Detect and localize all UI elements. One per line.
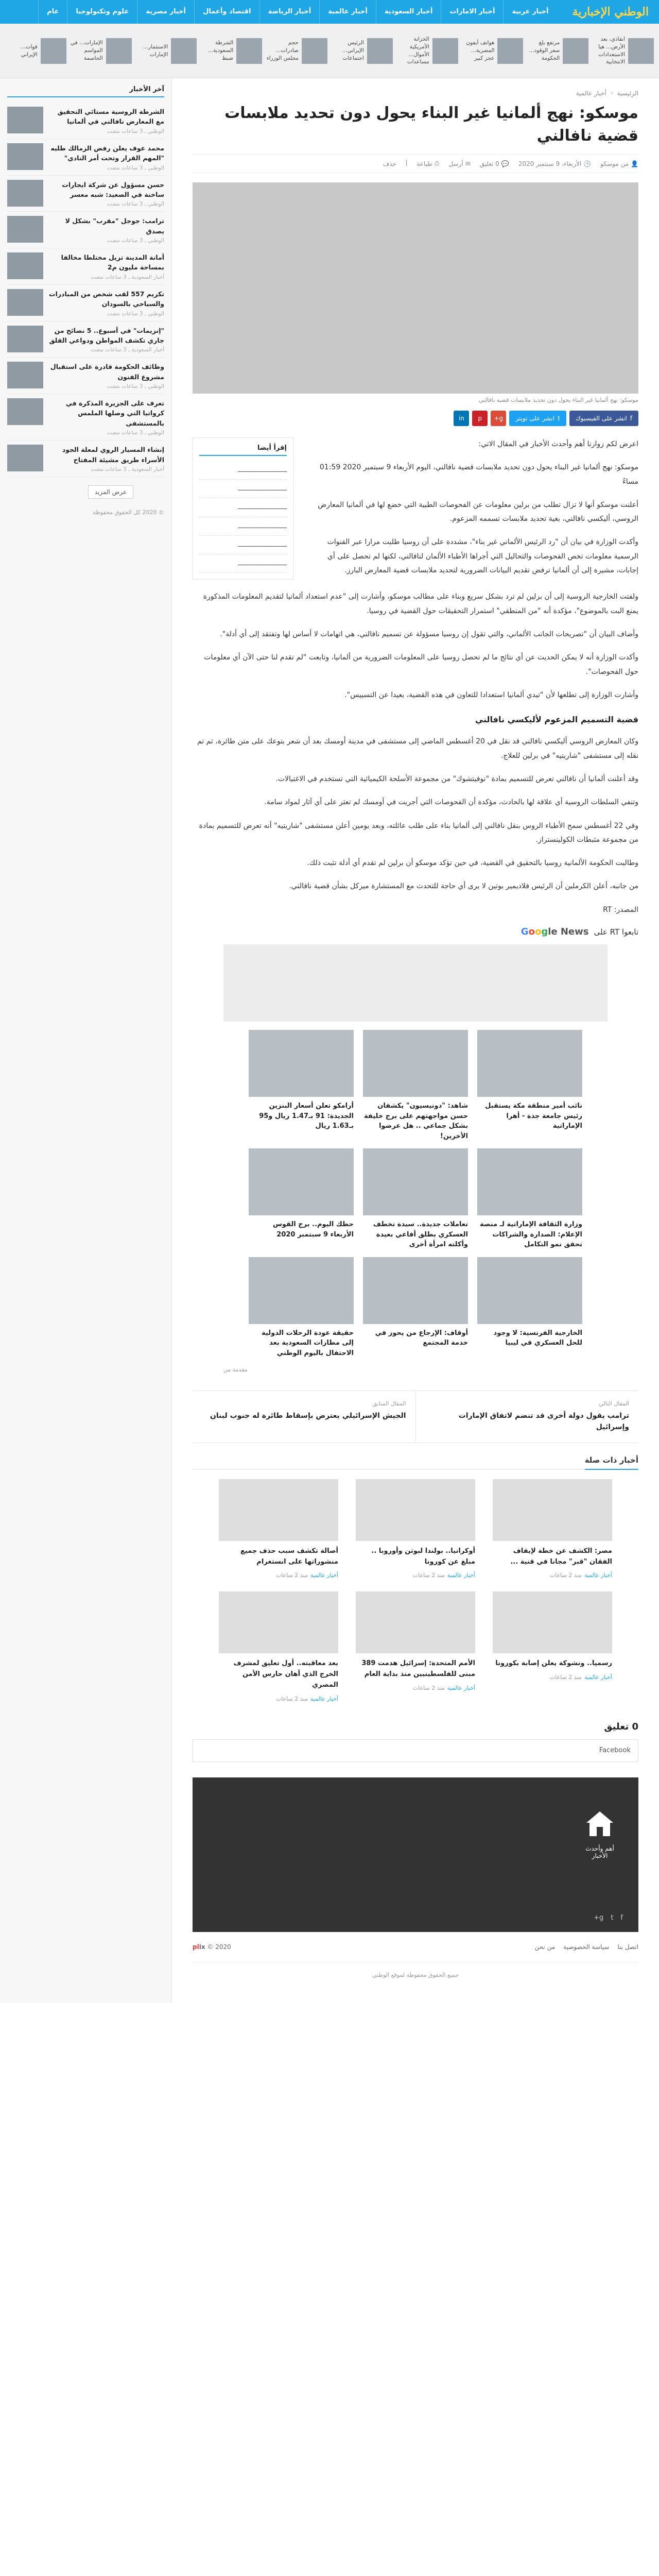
sidebar-news-body — [48, 362, 164, 389]
facebook-comments-tab[interactable] — [193, 1739, 638, 1762]
footer-social-icon[interactable]: f — [620, 1913, 623, 1922]
promo-card[interactable] — [249, 1148, 354, 1250]
prev-next-nav — [193, 1391, 638, 1443]
nav-item[interactable]: أخبار عالمية — [319, 0, 376, 24]
read-also-item[interactable]: ـــــــــــــــــــــــــــ — [199, 536, 287, 554]
sidebar-news-title: "إنزيمات" في أسبوع.. 5 نصائح من جاري تكشف المواطن ودواعي القلق — [49, 326, 164, 344]
sidebar-news-meta: الوطني ـ 3 ساعات مضت — [107, 128, 164, 134]
image-caption: موسكو: نهج ألمانيا غير البناء يحول دون تحديد ملابسات قضية نافالني — [479, 397, 638, 403]
facebook-share-label: انشر على الفيسبوك — [575, 415, 627, 422]
article-subheading: قضية التسميم المزعوم لأليكسي نافالني — [475, 715, 638, 725]
article-meta — [193, 154, 638, 173]
sidebar-news-meta: الوطني ـ 3 ساعات مضت — [107, 430, 164, 436]
footer-social-icon[interactable]: t — [611, 1913, 614, 1922]
promo-title: تعاملات جديدة.. سيدة تخطف العسكري بطلق أفاعي بعيدة وأكلته امرأة أخرى — [373, 1221, 468, 1249]
read-also-box — [193, 437, 293, 580]
gn-letter: g — [541, 926, 548, 938]
footer-logo[interactable] — [577, 1808, 623, 1859]
comment-icon: 💬 — [501, 160, 509, 167]
breadcrumb-category[interactable]: أخبار عالمية — [576, 90, 606, 97]
related-heading-text: أخبار ذات صلة — [585, 1455, 638, 1470]
load-more-button[interactable]: عرض المزيد — [88, 485, 133, 499]
related-image — [219, 1591, 338, 1653]
related-image — [493, 1591, 612, 1653]
sidebar-news-title: ترامب: جوجل "مقرب" بشكل لا يصدق — [65, 217, 164, 235]
footer-link[interactable]: اتصل بنا — [617, 1943, 638, 1951]
related-category[interactable]: أخبار عالمية — [447, 1572, 475, 1579]
footer-copyright: جميع الحقوق محفوظة لموقع الوطني — [372, 1971, 459, 1978]
read-also-item[interactable]: ـــــــــــــــــــــــــــ — [199, 517, 287, 536]
footer-brand: plix © 2020 — [193, 1943, 231, 1951]
sidebar-news-body — [48, 252, 164, 280]
strip-news-title: هواتف أيفون المصرية... عجز كبير — [466, 40, 495, 61]
related-date: منذ 2 ساعات — [412, 1684, 445, 1691]
breadcrumb — [193, 90, 638, 97]
footer-links — [535, 1943, 638, 1951]
sidebar — [0, 78, 172, 2003]
promo-title: أوقاف: الإرجاع من يحوز في خدمة المجتمع — [375, 1329, 468, 1347]
sidebar-news-body — [48, 289, 164, 317]
related-title: مصر: الكشف عن خطة لإيقاف الفقان "قبر" مجانا في قنية ... — [510, 1547, 612, 1566]
strip-news-title: مرتفع بلغ سعر الوقود... الحكومة — [529, 40, 560, 61]
breadcrumb-separator: › — [610, 90, 613, 97]
top-navigation — [0, 0, 659, 24]
sidebar-news-item[interactable] — [7, 358, 164, 394]
related-date: منذ 2 ساعات — [275, 1695, 308, 1702]
article-body — [193, 590, 638, 917]
sidebar-news-body — [48, 326, 164, 353]
advertisement[interactable] — [223, 944, 608, 1022]
strip-thumbnail — [236, 38, 262, 64]
related-card[interactable] — [219, 1591, 338, 1702]
related-category[interactable]: أخبار عالمية — [310, 1572, 338, 1579]
strip-news-item[interactable] — [266, 38, 327, 64]
pinterest-icon: p — [478, 415, 482, 422]
sidebar-news-thumbnail — [7, 252, 43, 279]
promo-grid — [193, 1030, 638, 1358]
font-size-text: أ — [405, 160, 408, 167]
strip-news-item[interactable] — [136, 38, 197, 64]
promo-card[interactable] — [363, 1030, 468, 1141]
related-title: بعد معاقبته.. أول تعليق لمشرف الخرج الذي أهان حارس الأمن المصري — [233, 1659, 338, 1689]
related-category[interactable]: أخبار عالمية — [584, 1572, 612, 1579]
print-link[interactable] — [417, 160, 439, 167]
sidebar-news-thumbnail — [7, 143, 43, 170]
delete-text: حذف — [383, 160, 396, 167]
strip-thumbnail — [302, 38, 327, 64]
related-image — [493, 1479, 612, 1541]
twitter-share-button[interactable] — [509, 411, 566, 426]
strip-news-item[interactable] — [5, 38, 66, 64]
logo-accent: الإخبارية — [572, 5, 611, 19]
sidebar-news-meta: الوطني ـ 3 ساعات مضت — [107, 201, 164, 208]
strip-thumbnail — [367, 38, 393, 64]
strip-news-item[interactable] — [201, 38, 262, 64]
strip-thumbnail — [563, 38, 588, 64]
font-size-link[interactable] — [406, 160, 407, 167]
promo-image — [249, 1148, 354, 1215]
nav-item[interactable]: علوم وتكنولوجيا — [67, 0, 137, 24]
promo-image — [249, 1030, 354, 1097]
sidebar-news-meta: الوطني ـ 3 ساعات مضت — [107, 383, 164, 389]
strip-news-title: حجم صادرات... مجلس الوزراء — [266, 40, 299, 61]
related-image — [356, 1479, 475, 1541]
strip-news-title: الإمارات... في المواسم الحاسمة — [70, 40, 103, 61]
strip-news-title: الرئيس الإيراني... اجتماعات — [342, 40, 364, 61]
promo-image — [249, 1257, 354, 1324]
sidebar-news-thumbnail — [7, 398, 43, 425]
read-also-item[interactable]: ـــــــــــــــــــــــــــ — [199, 498, 287, 517]
print-text: طباعة — [417, 160, 432, 167]
comments-heading: 0 تعليق — [604, 1721, 638, 1732]
article-paragraph: أعلنت موسكو أنها لا تزال تطلب من برلين معلومات عن الفحوصات الطبية التي خضع لها في ألمانيا المعارض الروسي، أليكسي نافالني، بغية تحديد ملابسات تسممه المزعوم. — [318, 500, 638, 523]
site-footer — [193, 1777, 638, 1932]
nav-item[interactable]: أخبار مصرية — [137, 0, 194, 24]
sidebar-news-meta: الوطني ـ 3 ساعات مضت — [107, 310, 164, 317]
article-paragraph: وقد أعلنت ألمانيا أن نافالني تعرض للتسميم بمادة "نوفيتشوك" من مجموعة الأسلحة الكيميائية التي تستخدم في الاغتيالات. — [275, 774, 638, 783]
nav-item[interactable]: أخبار السعودية — [376, 0, 441, 24]
related-image — [219, 1479, 338, 1541]
article-intro — [306, 437, 638, 587]
promo-card[interactable] — [477, 1257, 582, 1359]
date-text: الأربعاء، 9 سبتمبر 2020 — [518, 160, 582, 167]
sidebar-news-thumbnail — [7, 362, 43, 388]
comments-section — [193, 1721, 638, 1762]
related-date: منذ 2 ساعات — [549, 1674, 582, 1681]
date — [518, 160, 591, 167]
send-link[interactable] — [448, 160, 470, 167]
author-name: من موسكو — [600, 160, 629, 167]
sidebar-news-item[interactable] — [7, 212, 164, 248]
linkedin-share-button[interactable] — [454, 411, 469, 426]
promo-image — [363, 1257, 468, 1324]
gn-letter: o — [534, 926, 542, 938]
strip-thumbnail — [497, 38, 523, 64]
sidebar-news-title: وظائف الحكومة قادرة على استقبال مشروع الفنون — [50, 363, 164, 381]
sidebar-news-body — [48, 143, 164, 171]
sidebar-news-meta: أخبار السعودية ـ 3 ساعات مضت — [91, 466, 164, 472]
article-paragraph: اعرض لكم زوارنا أهم وأحدث الأخبار في المقال الاتي: — [478, 440, 638, 448]
footer-link[interactable]: سياسة الخصوصية — [563, 1943, 610, 1951]
share-bar — [193, 411, 638, 426]
promo-image — [477, 1030, 582, 1097]
strip-thumbnail — [171, 38, 197, 64]
prev-article-link[interactable] — [193, 1391, 416, 1443]
sidebar-news-item[interactable] — [7, 394, 164, 440]
sidebar-news-body — [48, 216, 164, 244]
google-news-logo — [521, 926, 589, 937]
linkedin-icon: in — [458, 415, 464, 422]
footer-social — [594, 1914, 623, 1922]
footer-link[interactable]: من نحن — [534, 1943, 556, 1951]
sidebar-news-item[interactable] — [7, 248, 164, 285]
footer-tagline: أهم وأحدث الأخبار — [585, 1844, 614, 1859]
read-also-item[interactable]: ـــــــــــــــــــــــــــ — [199, 554, 287, 573]
sidebar-news-meta: الوطني ـ 3 ساعات مضت — [107, 164, 164, 171]
sidebar-news-thumbnail — [7, 289, 43, 316]
strip-thumbnail — [628, 38, 654, 64]
article-paragraph: وتنفي السلطات الروسية أي علاقة لها بالحادث، مؤكدة أن الفحوصات التي أجريت في أومسك لم تعثر على أي آثار لمواد سامة. — [264, 798, 638, 807]
promo-title: وزارة الثقافة الإماراتية لـ منصة الإعلام: الصدارة والشراكات تحقق نمو التكامل — [479, 1221, 582, 1249]
prev-label: المقال السابق — [372, 1400, 406, 1408]
article-title: موسكو: نهج ألمانيا غير البناء يحول دون تحديد ملابسات قضية نافالني — [224, 104, 638, 145]
sidebar-news-thumbnail — [7, 180, 43, 207]
sidebar-news-title: الشرطة الروسية مستائي التحقيق مع المعارض نافالني في ألمانيا — [57, 108, 164, 126]
house-logo-icon — [584, 1808, 615, 1839]
nav-item[interactable]: أخبار عربية — [503, 0, 557, 24]
article-paragraph: وطالبت الحكومة الألمانية روسيا بالتحقيق في القضية، في حين تؤكد موسكو أن برلين لم تقدم أي أدلة تثبت ذلك. — [307, 859, 638, 868]
promo-card[interactable] — [363, 1257, 468, 1359]
sidebar-news-title: إنشاء المسيار الروي لمعلة الجود الأسراء طريق مشيئة المفتاح — [62, 446, 164, 464]
article-paragraph: وأشارت الوزارة إلى تطلعها لأن "تبدي ألمانيا استعدادا للتعاون في هذه القضية، بعيدا عن التسييس". — [344, 690, 638, 699]
prev-title: الجيش الإسرائيلي يعترض بإسقاط طائرة له جنوب لبنان — [210, 1412, 406, 1420]
comments-text: 0 تعليق — [479, 160, 499, 167]
strip-news-title: انقاذي، بعد الأرض... هيا الاستعدادات الانتخابية — [598, 36, 625, 65]
article-paragraph: وأضاف البيان أن "تصريحات الجانب الألماني، والتي تقول إن روسيا مسؤولة عن تسميم نافالني، هي اتهامات لا أساس لها وتفتقد إلى أي أدلة". — [220, 630, 638, 638]
related-category[interactable]: أخبار عالمية — [584, 1674, 612, 1681]
related-card[interactable] — [219, 1479, 338, 1580]
promo-image — [363, 1030, 468, 1097]
hero-image — [193, 182, 638, 394]
sidebar-news-thumbnail — [7, 216, 43, 243]
powered-by: مقدمة من — [223, 1366, 248, 1374]
promo-image — [363, 1148, 468, 1215]
article-paragraph: ولفتت الخارجية الروسية إلى أن برلين لم ترد بشكل سريع وبناء على مطالب موسكو، وأشارت إلى "عدم استعداد ألمانيا لتقديم المعلومات المذكورة يمنع البت بالموضوع"، مؤكدة أنه "من المنطقي" استمرار التحقيقات حول القضية في روسيا. — [203, 592, 638, 615]
strip-news-title: الشرطة السعودية... ضبط — [208, 40, 234, 61]
related-heading — [193, 1455, 638, 1470]
strip-news-item[interactable] — [71, 38, 132, 64]
sidebar-news-thumbnail — [7, 107, 43, 133]
related-title: الأمم المتحدة: إسرائيل هدمت 389 مبنى للفلسطينيين منذ بداية العام — [361, 1659, 475, 1679]
sidebar-news-meta: الوطني ـ 3 ساعات مضت — [107, 238, 164, 244]
read-also-item[interactable]: ـــــــــــــــــــــــــــ — [199, 480, 287, 498]
sidebar-news-thumbnail — [7, 326, 43, 352]
strip-news-title: قوات... الإيراني — [20, 43, 38, 58]
promo-title: الخارجية الفرنسية: لا وجود للحل العسكري في ليبيا — [493, 1329, 582, 1347]
nav-item[interactable]: عام — [38, 0, 67, 24]
facebook-icon: f — [630, 415, 632, 422]
strip-thumbnail — [106, 38, 132, 64]
sidebar-news-body — [48, 398, 164, 436]
sidebar-news-body — [48, 107, 164, 134]
promo-card[interactable] — [249, 1257, 354, 1359]
breaking-news-strip — [0, 24, 659, 78]
next-label: المقال التالي — [599, 1400, 629, 1408]
sidebar-news-body — [48, 445, 164, 472]
sidebar-news-body — [48, 180, 164, 208]
article-paragraph: موسكو: نهج ألمانيا غير البناء يحول دون تحديد ملابسات قضية نافالني، اليوم الأربعاء 9 سبتمبر 2020 01:59 مساءً — [319, 463, 638, 486]
article-column — [172, 78, 659, 2003]
logo-main: الوطني — [614, 5, 649, 19]
strip-news-item[interactable] — [527, 38, 588, 64]
footer-year: 2020 — [215, 1943, 231, 1951]
strip-news-title: الاستثمار... الإمارات — [143, 43, 168, 58]
sidebar-news-item[interactable] — [7, 176, 164, 212]
gn-letter: o — [528, 926, 535, 938]
strip-thumbnail — [41, 38, 66, 64]
facebook-share-button[interactable] — [569, 411, 638, 426]
article-paragraph: وكان المعارض الروسي أليكسي نافالني قد نقل في 20 أغسطس الماضي إلى مستشفى في مدينة أومسك بعد أن شعر بتوعك على متن طائرة، ثم تم نقله إلى مستشفى "شاريتيه" في برلين للعلاج. — [197, 737, 638, 760]
sidebar-news-title: أمانة المدينة تزيل مختلطا مخالفا بمساحة مليون م2 — [61, 253, 164, 272]
related-date: منذ 2 ساعات — [412, 1572, 445, 1579]
promo-card[interactable] — [477, 1148, 582, 1250]
twitter-share-label: انشر على تويتر — [515, 415, 555, 422]
next-title: ترامب يقول دولة أخرى قد تنضم لاتفاق الإمارات وإسرائيل — [458, 1412, 629, 1432]
sidebar-news-title: محمد عوف يعلن رفض الزمالك طلبه "المهم القرار وتحت أمر النادي" — [50, 144, 164, 162]
facebook-label: Facebook — [599, 1747, 631, 1755]
related-date: منذ 2 ساعات — [275, 1572, 308, 1579]
gn-letter: le News — [548, 926, 589, 938]
sidebar-news-title: تعرف على الجزيرة المذكرة في كرواتيا التي وصلها الملمس بالمستشفى — [65, 399, 164, 427]
nav-item[interactable]: أخبار الامارات — [441, 0, 503, 24]
promo-card[interactable] — [249, 1030, 354, 1141]
main-nav — [38, 0, 557, 24]
print-icon: ⎙ — [434, 160, 440, 167]
promo-title: حظك اليوم.. برج القوس الأربعاء 9 سبتمبر 2020 — [272, 1221, 354, 1239]
comments-count[interactable] — [480, 160, 509, 167]
related-image — [356, 1591, 475, 1653]
send-text: أرسل — [448, 160, 463, 167]
author[interactable] — [600, 160, 638, 167]
footer-social-icon[interactable]: g+ — [594, 1913, 604, 1922]
sidebar-news-item[interactable] — [7, 139, 164, 176]
sidebar-news-meta: أخبار السعودية ـ 3 ساعات مضت — [91, 274, 164, 280]
user-icon: 👤 — [631, 160, 638, 167]
promo-title: نائب أمير منطقة مكة يستقبل رئيس جامعة جدة - أهرا الإماراتية — [485, 1102, 582, 1130]
strip-news-item[interactable] — [332, 38, 393, 64]
related-card[interactable] — [356, 1591, 475, 1702]
google-plus-icon: g+ — [494, 415, 504, 422]
related-category[interactable]: أخبار عالمية — [310, 1695, 338, 1702]
strip-news-item[interactable] — [397, 36, 458, 66]
sidebar-news-title: حسن مسؤول عن شركة ايجارات ساخنة في الصعيد: شبه معسر — [62, 180, 164, 198]
read-also-item[interactable]: ـــــــــــــــــــــــــــ — [199, 461, 287, 480]
strip-news-item[interactable] — [593, 36, 654, 66]
google-news-label: تابعوا RT على — [594, 927, 638, 937]
delete-link[interactable] — [383, 160, 396, 167]
gn-letter: G — [521, 926, 529, 938]
breadcrumb-home[interactable]: الرئيسية — [617, 90, 638, 97]
sidebar-copyright: © 2020 كل الحقوق محفوظة — [93, 509, 164, 516]
strip-thumbnail — [432, 38, 458, 64]
promo-card[interactable] — [477, 1030, 582, 1141]
strip-news-title: الخزانة الأمريكية الأموال... مساعدات — [407, 36, 429, 65]
article-paragraph: وأكدت الوزارة أنه لا يمكن الحديث عن أي نتائج ما لم تحصل روسيا على المعلومات الضرورية من ألمانيا، وتابعت "لم تقدم لنا حتى الآن أي معلومات حول الفحوصات". — [204, 653, 638, 676]
footer-bottom — [193, 1932, 638, 1962]
article-paragraph: من جانبه، أعلن الكرملين أن الرئيس فلاديمير بوتين لا يرى أي حاجة للتحدث مع المستشارة ميركل بشأن قضية نافالني. — [289, 882, 638, 891]
next-article-link[interactable] — [416, 1391, 639, 1443]
sidebar-heading: آخر الأخبار — [7, 86, 164, 97]
promo-image — [477, 1148, 582, 1215]
nav-item[interactable]: أخبار الرياضة — [259, 0, 320, 24]
sidebar-news-item[interactable] — [7, 103, 164, 139]
related-title: رسميا.. ونشوكة يعلن إصابة بكورونا — [495, 1659, 612, 1668]
related-card[interactable] — [493, 1591, 612, 1702]
article-paragraph: وفي 22 أغسطس سمح الأطباء الروس بنقل نافالني إلى ألمانيا بناء على طلب عائلته، وبعد يومين أعلن مستشفى "شاريتيه" أنه تعرض للتسميم بمادة من مجموعة مثبطات الكولينستراز. — [199, 821, 638, 844]
promo-title: حقيقة عودة الرحلات الدولية إلى مطارات السعودية بعد الاحتفال باليوم الوطني — [262, 1329, 354, 1357]
article-source: المصدر: RT — [603, 905, 638, 914]
nav-item[interactable]: اقتصاد وأعمال — [194, 0, 259, 24]
related-date: منذ 2 ساعات — [549, 1572, 582, 1579]
related-title: أوكرانيا.. بولندا لبوتن وأوروبا .. مبلغ عن كورونا — [371, 1547, 475, 1566]
strip-news-item[interactable] — [462, 38, 524, 64]
related-grid — [193, 1479, 638, 1703]
twitter-icon: t — [558, 415, 560, 422]
sidebar-news-title: تكريم 557 لقب شخص من المبادرات والسياحي بالسودان — [49, 290, 164, 308]
sidebar-news-thumbnail — [7, 445, 43, 471]
google-news-follow[interactable] — [193, 926, 638, 937]
article-body-with-readalso — [193, 437, 638, 587]
related-card[interactable] — [356, 1479, 475, 1580]
related-title: أصالة تكشف سبب حذف جميع منشوراتها على انستغرام — [240, 1547, 338, 1566]
read-also-heading: إقرأ أيضا — [199, 444, 287, 456]
promo-title: أرامكو تعلن أسعار البنزين الجديدة: 91 بـ1.47 ريال و95 بـ1.63 ريال — [259, 1102, 354, 1130]
sidebar-news-item[interactable] — [7, 285, 164, 321]
promo-image — [477, 1257, 582, 1324]
site-logo[interactable] — [573, 5, 649, 19]
related-card[interactable] — [493, 1479, 612, 1580]
sidebar-news-item[interactable] — [7, 440, 164, 477]
related-category[interactable]: أخبار عالمية — [447, 1684, 475, 1691]
google-plus-share-button[interactable] — [491, 411, 506, 426]
promo-title: شاهد: "دونيسيون" يكشفان حسن مواجهتهم على برج خليفة بشكل جماعي .. هل عرضوا الأخرين! — [364, 1102, 468, 1140]
promo-card[interactable] — [363, 1148, 468, 1250]
sidebar-news-item[interactable] — [7, 321, 164, 358]
send-icon: ✉ — [465, 160, 471, 167]
pinterest-share-button[interactable] — [472, 411, 488, 426]
sidebar-news-meta: أخبار السعودية ـ 3 ساعات مضت — [91, 347, 164, 353]
article-paragraph: وأكدت الوزارة في بيان أن "رد الرئيس الألماني غير بناء"، مشددة على أن روسيا طلبت مرارا عبر القنوات الرسمية معلومات تخص الفحوصات والتحاليل التي أجراها الأطباء الألمان لنافالني، لكنها لم تحصل على أي إجابات، مشيرة إلى أن ألمانيا ترفض تقديم البيانات الضرورية لتحديد ملابسات قضية المعارض البارز. — [327, 538, 638, 575]
calendar-icon: 🕒 — [583, 160, 592, 167]
